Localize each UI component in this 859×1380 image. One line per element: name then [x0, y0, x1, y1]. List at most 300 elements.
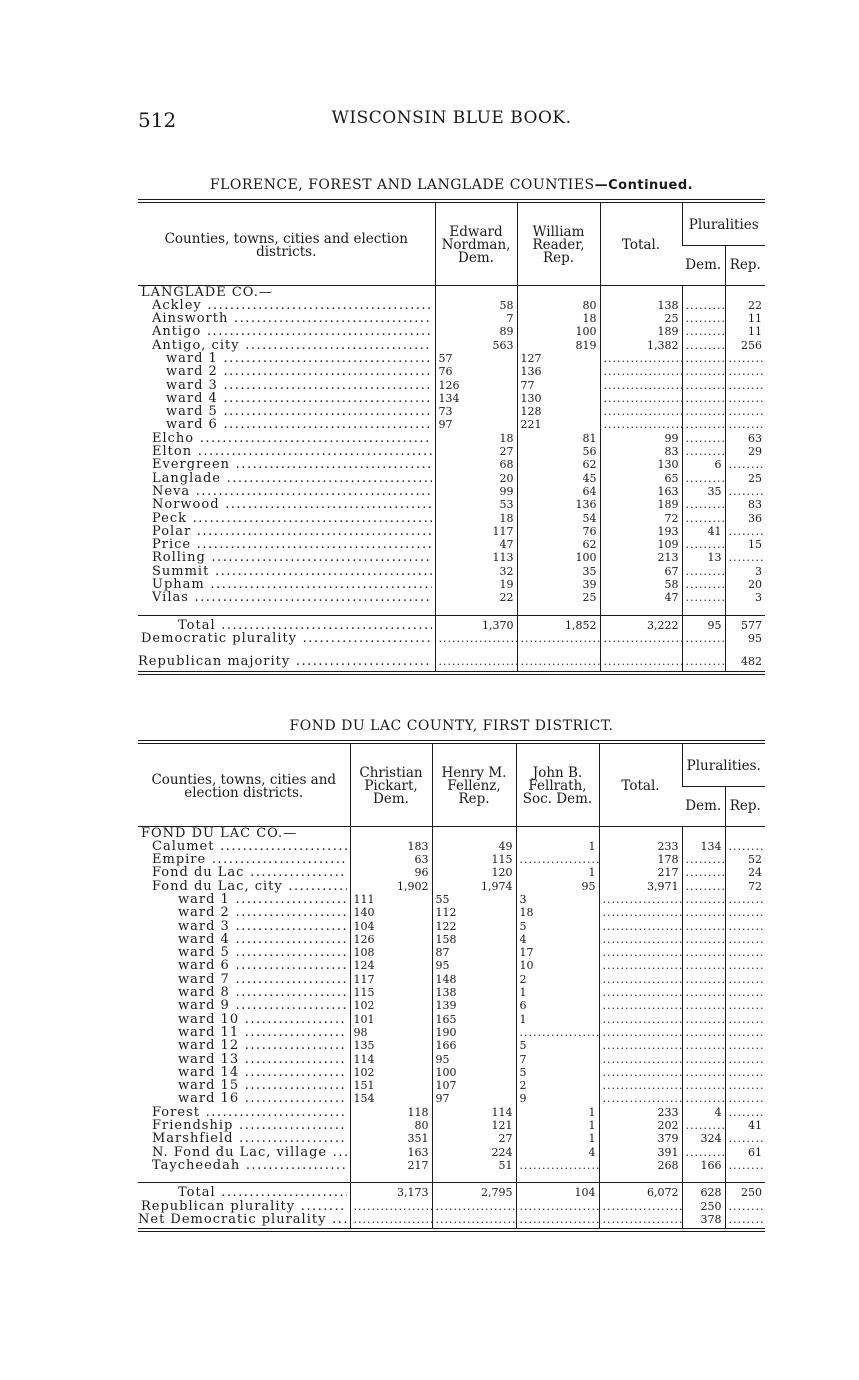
district-label: ward 3 [166, 378, 218, 392]
header-candidate-3: John B. Fellrath, Soc. Dem. [516, 742, 599, 826]
ward-votes-c1: 104 [350, 920, 432, 933]
district-name [138, 615, 435, 632]
rep-plurality [725, 973, 765, 986]
dem-plurality [682, 312, 725, 325]
district-label: Upham [152, 578, 205, 592]
district-name [138, 1053, 350, 1066]
ward-row [138, 973, 765, 986]
district-leader [152, 325, 432, 338]
district-label: ward 1 [166, 351, 218, 366]
votes-c2: 56 [517, 445, 600, 458]
ward-votes-c3: 7 [516, 1053, 599, 1066]
district-label: ward 1 [178, 892, 230, 907]
votes-c1: 80 [350, 1119, 432, 1132]
votes-c2: 100 [517, 325, 600, 338]
dem-plurality [682, 472, 725, 485]
ward-votes-c2: 95 [432, 959, 516, 972]
rep-plurality: 11 [725, 325, 765, 338]
header-district: Counties, towns, cities and election districts. [138, 742, 350, 826]
district-label: Ackley [152, 298, 202, 313]
votes-c3: 1 [516, 1106, 599, 1119]
total-votes: 189 [600, 325, 682, 338]
total-votes: 72 [600, 512, 682, 525]
rep-plurality [725, 999, 765, 1012]
spacer-cell [432, 1172, 516, 1183]
district-leader [152, 1132, 347, 1145]
district-leader [141, 632, 432, 645]
ward-votes-c1: 151 [350, 1079, 432, 1092]
district-name [138, 973, 350, 986]
rep-plurality: 36 [725, 512, 765, 525]
dem-plurality [682, 325, 725, 338]
rep-plurality [725, 1159, 765, 1172]
total-votes: 138 [600, 299, 682, 312]
rep-plurality [725, 893, 765, 906]
ward-row [138, 959, 765, 972]
rep-plurality: 52 [725, 853, 765, 866]
empty-cell [599, 1200, 682, 1213]
ward-votes-c1: 102 [350, 1066, 432, 1079]
dem-plurality [682, 578, 725, 591]
district-name [138, 933, 350, 946]
total-votes [599, 946, 682, 959]
district-leader [152, 538, 432, 551]
dem-plurality [682, 405, 725, 418]
district-leader [178, 959, 347, 972]
rep-plurality [725, 485, 765, 498]
district-leader [152, 1159, 347, 1172]
district-leader [178, 1039, 347, 1052]
ward-votes-c2: 77 [517, 379, 600, 392]
dem-plurality [682, 538, 725, 551]
ward-votes-c1: 98 [350, 1026, 432, 1039]
total-c3: 104 [516, 1183, 599, 1200]
total-votes [600, 392, 682, 405]
ward-row [138, 906, 765, 919]
votes-c3: 1 [516, 1119, 599, 1132]
ward-votes-c2: 87 [432, 946, 516, 959]
dem-plurality [682, 893, 725, 906]
total-votes: 217 [599, 866, 682, 879]
dem-plurality [682, 418, 725, 431]
district-label: Marshfield [152, 1132, 234, 1146]
district-label: Summit [152, 564, 210, 579]
dem-plurality [682, 1013, 725, 1026]
table-row [138, 485, 765, 498]
majority-row [138, 655, 765, 672]
votes-c2: 136 [517, 498, 600, 511]
total-rep: 577 [725, 615, 765, 632]
votes-c3: 1 [516, 1132, 599, 1145]
district-leader [152, 498, 432, 511]
district-label: ward 4 [166, 391, 218, 406]
district-name [138, 1039, 350, 1052]
ward-votes-c1: 154 [350, 1092, 432, 1105]
votes-c2: 64 [517, 485, 600, 498]
total-votes: 67 [600, 565, 682, 578]
rep-plurality [725, 1039, 765, 1052]
votes-c1: 117 [435, 525, 517, 538]
votes-c1: 18 [435, 432, 517, 445]
district-leader [138, 1213, 347, 1226]
district-name [138, 498, 435, 511]
district-name [138, 312, 435, 325]
fond-du-lac-results-table [138, 740, 765, 1232]
district-name [138, 1146, 350, 1159]
votes-c2: 81 [517, 432, 600, 445]
ward-votes-c3 [516, 1026, 599, 1039]
ward-row [138, 893, 765, 906]
ward-votes-c1: 114 [350, 1053, 432, 1066]
table-row [138, 312, 765, 325]
table-row [138, 538, 765, 551]
dem-plurality [682, 973, 725, 986]
dem-plurality [682, 853, 725, 866]
table-row [138, 840, 765, 853]
district-name [138, 906, 350, 919]
total-votes [599, 1026, 682, 1039]
rep-plurality [725, 920, 765, 933]
dem-plurality [682, 1079, 725, 1092]
district-leader [152, 866, 347, 879]
district-leader [152, 472, 432, 485]
header-pluralities: Pluralities. [682, 742, 765, 786]
dem-plurality [682, 906, 725, 919]
district-label: ward 9 [178, 999, 230, 1013]
spacer-cell [517, 645, 600, 655]
district-label: Empire [152, 853, 207, 867]
district-leader [166, 405, 432, 418]
net-row [138, 1213, 765, 1230]
district-leader [138, 655, 432, 668]
district-label: Langlade [152, 471, 222, 485]
header-dem: Dem. [682, 245, 725, 285]
district-name [138, 379, 435, 392]
spacer-row [138, 1172, 765, 1183]
ward-votes-c1: 111 [350, 893, 432, 906]
empty-cell [725, 826, 765, 840]
votes-c1: 183 [350, 840, 432, 853]
district-leader [178, 1066, 347, 1079]
votes-c1: 118 [350, 1106, 432, 1119]
header-candidate-1: Christian Pickart, Dem. [350, 742, 432, 826]
spacer-cell [725, 605, 765, 616]
dem-plurality [682, 999, 725, 1012]
district-name [138, 432, 435, 445]
district-leader [141, 1200, 347, 1213]
running-title: WISCONSIN BLUE BOOK. [331, 108, 572, 128]
ward-votes-c3: 4 [516, 933, 599, 946]
district-name [138, 325, 435, 338]
rep-plurality [725, 525, 765, 538]
ward-votes-c3: 2 [516, 973, 599, 986]
district-label: ward 16 [178, 1092, 240, 1106]
rep-plurality [725, 418, 765, 431]
rep-plurality [725, 906, 765, 919]
empty-cell [350, 1200, 432, 1213]
votes-c1: 19 [435, 578, 517, 591]
district-leader [152, 525, 432, 538]
total-votes: 178 [599, 853, 682, 866]
district-name [138, 591, 435, 604]
ward-votes-c3: 9 [516, 1092, 599, 1105]
district-leader [166, 365, 432, 378]
district-name [138, 365, 435, 378]
dem-plurality [682, 933, 725, 946]
district-leader [152, 853, 347, 866]
dem-plurality [682, 591, 725, 604]
district-leader [178, 893, 347, 906]
ward-row [138, 352, 765, 365]
total-votes: 6,072 [599, 1183, 682, 1200]
rep-plurality [725, 392, 765, 405]
votes-c2: 76 [517, 525, 600, 538]
county-label: LANGLADE CO.— [141, 285, 273, 299]
district-label: Fond du Lac, city [152, 879, 283, 893]
ward-row [138, 946, 765, 959]
district-leader [152, 1146, 347, 1159]
total-votes: 65 [600, 472, 682, 485]
rep-plurality: 41 [725, 1119, 765, 1132]
district-label: ward 12 [178, 1039, 240, 1053]
district-name [138, 538, 435, 551]
dem-plurality: 134 [682, 840, 725, 853]
district-leader [152, 1106, 347, 1119]
spacer-cell [682, 605, 725, 616]
header-district: Counties, towns, cities and election districts. [138, 201, 435, 285]
votes-c1: 53 [435, 498, 517, 511]
table-row [138, 853, 765, 866]
votes-c3: 4 [516, 1146, 599, 1159]
district-label: ward 5 [166, 405, 218, 419]
rep-plurality [725, 1132, 765, 1145]
dem-plurality: 166 [682, 1159, 725, 1172]
rep-plurality: 20 [725, 578, 765, 591]
ward-votes-c2: 221 [517, 418, 600, 431]
total-votes [599, 999, 682, 1012]
votes-c2: 49 [432, 840, 516, 853]
district-name [138, 853, 350, 866]
district-label: Evergreen [152, 458, 231, 472]
total-votes: 25 [600, 312, 682, 325]
ward-votes-c2: 139 [432, 999, 516, 1012]
votes-c1: 22 [435, 591, 517, 604]
votes-c1: 113 [435, 551, 517, 564]
total-c2: 2,795 [432, 1183, 516, 1200]
district-leader [178, 973, 347, 986]
ward-row [138, 405, 765, 418]
district-label: ward 8 [178, 986, 230, 1000]
spacer-cell [516, 1172, 599, 1183]
spacer-cell [138, 1172, 350, 1183]
district-name [138, 1079, 350, 1092]
district-name [138, 893, 350, 906]
district-name [138, 632, 435, 645]
total-votes [599, 1092, 682, 1105]
ward-row [138, 418, 765, 431]
rep-plurality: 63 [725, 432, 765, 445]
ward-votes-c1: 115 [350, 986, 432, 999]
votes-c1: 217 [350, 1159, 432, 1172]
dem-plurality [682, 352, 725, 365]
rep-plurality [725, 1106, 765, 1119]
district-leader [152, 512, 432, 525]
empty-cell [435, 655, 517, 672]
votes-c3 [516, 1159, 599, 1172]
spacer-cell [138, 645, 435, 655]
rep-plurality: 25 [725, 472, 765, 485]
district-name [138, 920, 350, 933]
district-label: Antigo [152, 325, 202, 339]
rep-plurality [725, 1013, 765, 1026]
rep-plurality [725, 352, 765, 365]
spacer-row [138, 605, 765, 616]
rep-plurality: 3 [725, 565, 765, 578]
florence-title-text: FLORENCE, FOREST AND LANGLADE COUNTIES [209, 177, 595, 193]
district-label: Neva [152, 484, 191, 499]
plurality-rep: 95 [725, 632, 765, 645]
total-votes: 391 [599, 1146, 682, 1159]
votes-c1: 47 [435, 538, 517, 551]
district-label: ward 11 [178, 1025, 240, 1040]
district-label: Fond du Lac [152, 866, 245, 880]
votes-c2: 100 [517, 551, 600, 564]
table-row [138, 1146, 765, 1159]
district-name [138, 1026, 350, 1039]
district-name [138, 565, 435, 578]
votes-c2: 114 [432, 1106, 516, 1119]
ward-votes-c3: 5 [516, 1039, 599, 1052]
votes-c2: 62 [517, 538, 600, 551]
rep-plurality: 61 [725, 1146, 765, 1159]
district-leader [178, 906, 347, 919]
total-votes [600, 365, 682, 378]
district-name [138, 1159, 350, 1172]
empty-cell [600, 632, 682, 645]
district-label: Taycheedah [152, 1158, 241, 1173]
ward-row [138, 1013, 765, 1026]
votes-c1: 20 [435, 472, 517, 485]
ward-votes-c3: 6 [516, 999, 599, 1012]
empty-cell [432, 1213, 516, 1230]
district-leader [152, 485, 432, 498]
dem-plurality [682, 498, 725, 511]
ward-votes-c2: 97 [432, 1092, 516, 1105]
votes-c3: 1 [516, 866, 599, 879]
ward-row [138, 933, 765, 946]
district-label: Elcho [152, 431, 195, 446]
district-label: ward 14 [178, 1065, 240, 1080]
votes-c1: 1,902 [350, 880, 432, 893]
ward-votes-c3: 1 [516, 986, 599, 999]
district-name [138, 1213, 350, 1230]
district-leader [178, 933, 347, 946]
district-label: Norwood [152, 498, 220, 512]
votes-c2: 45 [517, 472, 600, 485]
district-label: Calumet [152, 839, 215, 854]
district-label: ward 15 [178, 1079, 240, 1093]
total-votes: 58 [600, 578, 682, 591]
votes-c1: 63 [350, 853, 432, 866]
district-label: Democratic plurality [141, 631, 298, 646]
spacer-cell [725, 1172, 765, 1183]
dem-plurality: 4 [682, 1106, 725, 1119]
rep-plurality [725, 959, 765, 972]
table-row [138, 591, 765, 604]
empty-cell [432, 1200, 516, 1213]
rep-plurality: 24 [725, 866, 765, 879]
ward-votes-c3: 18 [516, 906, 599, 919]
total-dem: 95 [682, 615, 725, 632]
district-leader [152, 458, 432, 471]
votes-c2: 51 [432, 1159, 516, 1172]
district-name [138, 352, 435, 365]
dem-plurality [682, 1146, 725, 1159]
district-leader [152, 880, 347, 893]
spacer-cell [138, 605, 435, 616]
district-name [138, 405, 435, 418]
empty-cell [600, 655, 682, 672]
votes-c1: 163 [350, 1146, 432, 1159]
dem-plurality [682, 432, 725, 445]
ward-row [138, 1079, 765, 1092]
florence-results-table [138, 199, 765, 675]
votes-c1: 58 [435, 299, 517, 312]
ward-votes-c1: 76 [435, 365, 517, 378]
district-name [138, 392, 435, 405]
rep-plurality: 83 [725, 498, 765, 511]
total-votes [600, 418, 682, 431]
votes-c2: 25 [517, 591, 600, 604]
district-label: Friendship [152, 1119, 234, 1133]
total-votes: 1,382 [600, 339, 682, 352]
ward-votes-c2: 55 [432, 893, 516, 906]
district-leader [166, 379, 432, 392]
section-title-fond-du-lac: FOND DU LAC COUNTY, FIRST DISTRICT. [289, 718, 614, 734]
empty-cell [599, 826, 682, 840]
votes-c3: 1 [516, 840, 599, 853]
ward-votes-c3: 5 [516, 920, 599, 933]
district-name [138, 525, 435, 538]
dem-plurality [682, 445, 725, 458]
total-votes: 189 [600, 498, 682, 511]
ward-votes-c1: 117 [350, 973, 432, 986]
ward-votes-c1: 135 [350, 1039, 432, 1052]
ward-votes-c1: 126 [435, 379, 517, 392]
empty-cell [682, 826, 725, 840]
dem-plurality: 6 [682, 458, 725, 471]
dem-plurality [682, 365, 725, 378]
total-votes: 193 [600, 525, 682, 538]
spacer-cell [517, 605, 600, 616]
total-votes [600, 352, 682, 365]
rep-plurality [725, 365, 765, 378]
district-leader [152, 840, 347, 853]
district-name [138, 1013, 350, 1026]
rep-plurality: 256 [725, 339, 765, 352]
district-leader [178, 619, 432, 632]
table-row [138, 565, 765, 578]
district-name [138, 1066, 350, 1079]
ward-votes-c2: 190 [432, 1026, 516, 1039]
total-votes: 268 [599, 1159, 682, 1172]
ward-votes-c2: 127 [517, 352, 600, 365]
district-name [138, 959, 350, 972]
rep-plurality [725, 1026, 765, 1039]
district-name [138, 946, 350, 959]
table-row [138, 880, 765, 893]
dem-plurality [682, 379, 725, 392]
